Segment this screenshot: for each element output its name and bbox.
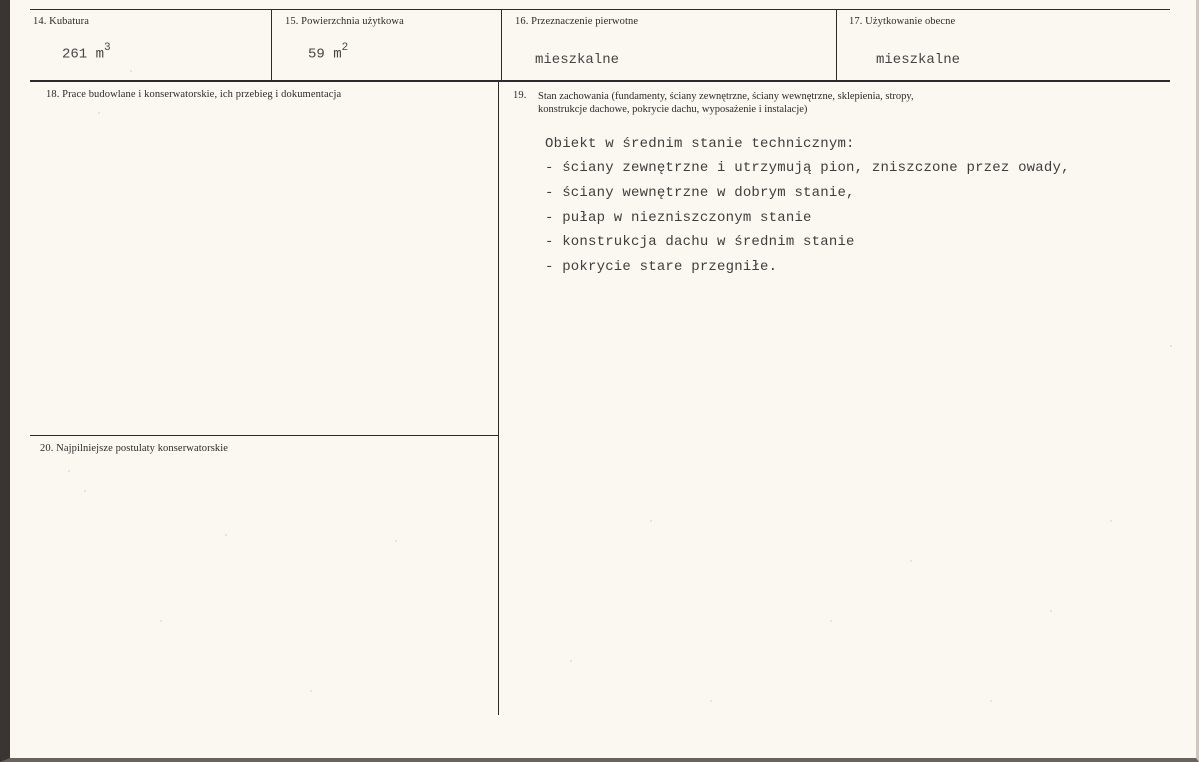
field-19-number: 19. (513, 90, 527, 101)
condition-line: - ściany wewnętrzne w dobrym stanie, (545, 185, 855, 201)
field-15-label: 15. Powierzchnia użytkowa (285, 16, 404, 27)
col-divider-3 (836, 10, 837, 81)
field-19-label-line1: Stan zachowania (fundamenty, ściany zewnętrzne, ściany wewnętrzne, sklepienia, stropy, (538, 91, 914, 102)
col-divider-1 (271, 10, 272, 81)
field-17-value: mieszkalne (876, 52, 961, 68)
field-17-label: 17. Użytkowanie obecne (849, 16, 956, 27)
paper-speck (160, 620, 162, 622)
field-16-label: 16. Przeznaczenie pierwotne (515, 16, 639, 27)
paper-speck (710, 700, 712, 702)
row1-bottom-rule (30, 80, 1170, 82)
field-14-number: 261 m (62, 46, 105, 63)
paper-speck (650, 520, 652, 522)
paper-speck (990, 700, 992, 702)
field-19-label-line2: konstrukcje dachowe, pokrycie dachu, wyposażenie i instalacje) (538, 104, 808, 115)
paper-speck (1110, 520, 1112, 522)
paper-speck (830, 620, 832, 622)
field-20-label: 20. Najpilniejsze postulaty konserwatorskie (40, 443, 229, 454)
paper-speck (84, 490, 86, 492)
field-15-value (308, 44, 348, 63)
field-15-exponent: 2 (341, 42, 349, 54)
field-14-label: 14. Kubatura (33, 16, 90, 27)
field-14-value (62, 44, 111, 63)
field-18-label: 18. Prace budowlane i konserwatorskie, ich przebieg i dokumentacja (46, 89, 342, 100)
paper-speck (910, 560, 912, 562)
section-18-20-rule (30, 435, 499, 436)
paper-speck (395, 540, 397, 542)
field-19-label (538, 90, 914, 116)
condition-line: - ściany zewnętrzne i utrzymują pion, zniszczone przez owady, (545, 160, 1070, 176)
field-16-value: mieszkalne (535, 52, 620, 68)
paper-speck (570, 660, 572, 662)
col-divider-2 (501, 10, 502, 81)
paper-speck (1050, 610, 1052, 612)
field-14-exponent: 3 (104, 42, 111, 54)
condition-line: - pokrycie stare przegniłe. (545, 259, 778, 275)
main-vertical-divider (498, 81, 499, 715)
paper-speck (310, 690, 312, 692)
field-15-number: 59 m (308, 46, 342, 63)
paper-speck (68, 470, 70, 472)
condition-line: - pułap w niezniszczonym stanie (545, 210, 812, 226)
paper-speck (225, 534, 227, 536)
top-rule (30, 9, 1170, 10)
condition-line: Obiekt w średnim stanie technicznym: (545, 136, 855, 152)
paper-speck (130, 70, 132, 72)
paper-speck (98, 112, 100, 114)
paper-speck (1170, 345, 1172, 347)
condition-line: - konstrukcja dachu w średnim stanie (545, 234, 855, 250)
